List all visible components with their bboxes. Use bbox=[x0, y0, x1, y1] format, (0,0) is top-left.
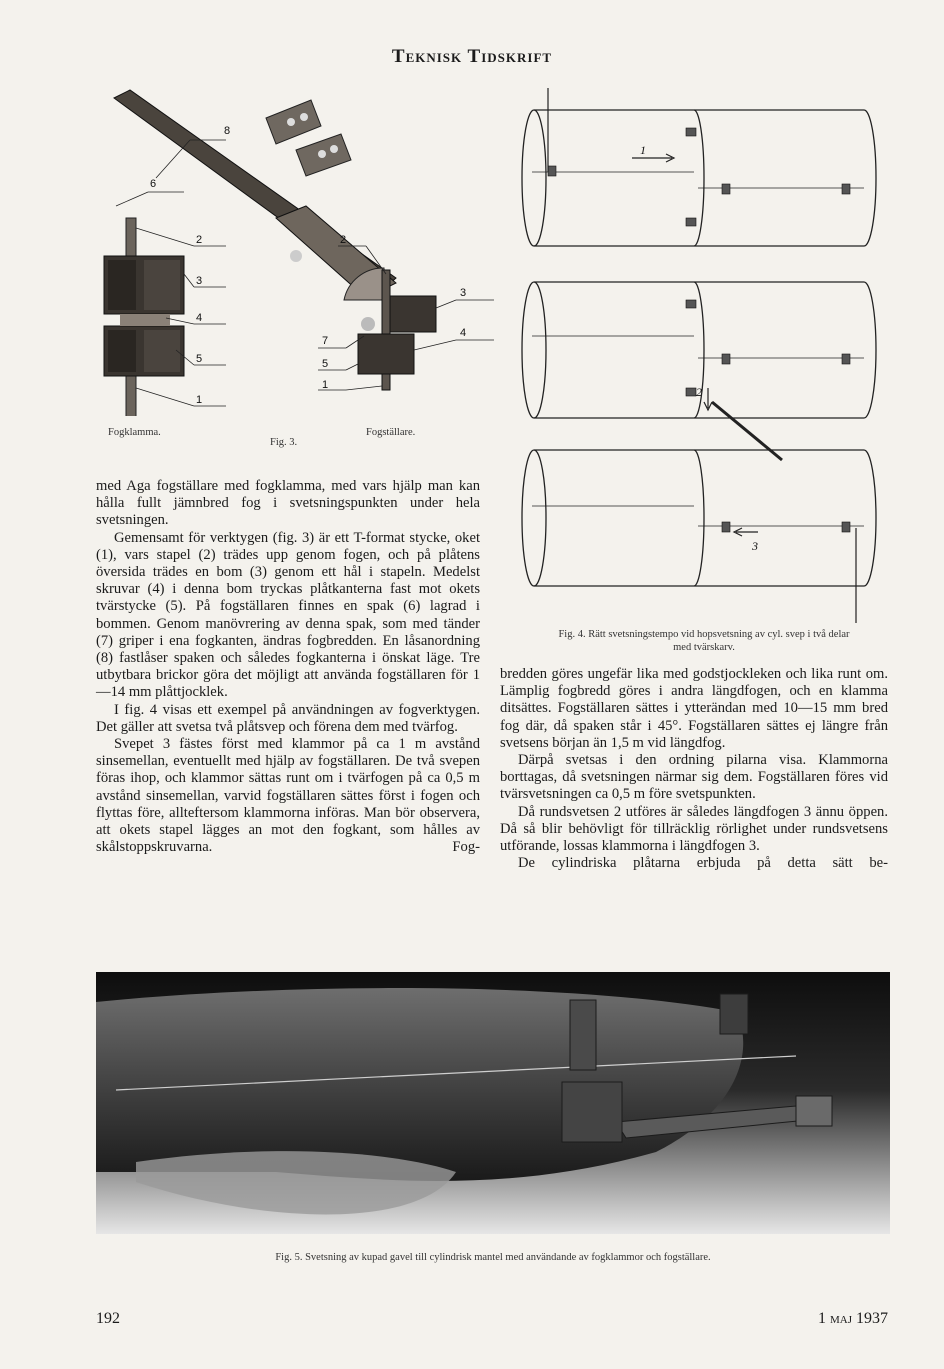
left-paragraph-3: I fig. 4 visas ett exempel på användningen av fogverktygen. Det gäller att svetsa två plåtsvep och förena dem med tvärfog. bbox=[96, 701, 480, 735]
fig3-caption-left: Fogklamma. bbox=[108, 427, 161, 438]
fig3-label-7: 7 bbox=[322, 335, 329, 347]
right-paragraph-4: De cylindriska plåtarna erbjuda på detta sätt be- bbox=[518, 855, 888, 872]
fig3-label-2-right: 2 bbox=[340, 234, 347, 246]
issue-date: 1 maj 1937 bbox=[817, 1310, 888, 1327]
fogklamma-drawing bbox=[104, 218, 184, 416]
fig4-caption bbox=[498, 628, 910, 654]
fig3-label-4-left: 4 bbox=[196, 312, 203, 324]
fig4-label-1: 1 bbox=[640, 143, 646, 157]
right-column bbox=[500, 666, 888, 872]
fig3-caption-center: Fig. 3. bbox=[270, 437, 298, 448]
left-paragraph-4: Svepet 3 fästes först med klammor på ca 1 m avstånd sinsemellan, eventuellt med hjälp av fogställaren. De två svepen föras ihop, och klammor sättas runt om i tvärfogen på ca 0,5 m avstånd sinsemellan, varvid fogställaren sättes först i fogen och flyttas före, allteftersom klammorna införas. Man bör observera, att okets stapel lägges an mot den fogkant, som hålles av skålstoppskruvarna. Fog- bbox=[96, 736, 480, 856]
left-column bbox=[96, 478, 480, 856]
page-number: 192 bbox=[96, 1310, 120, 1327]
fig4-label-2: 2 bbox=[696, 385, 702, 399]
left-paragraph-1: med Aga fogställare med fogklamma, med vars hjälp man kan hålla fullt jämnbred fog i svetsningspunkten under hela svetsningen. bbox=[96, 478, 480, 529]
fig3-label-1-left: 1 bbox=[196, 394, 203, 406]
figure-5-photograph bbox=[96, 972, 890, 1234]
right-paragraph-1: bredden göres ungefär lika med godstjockleken och lika runt om. Lämplig fogbredd göres i andra längdfogen, och en klamma ditsättes. Fogställaren sättes i ytterändan med 10—15 mm bred fog där, då spaken står i 45°. Fogställaren sättes ej längre från svetsens början än 1,5 m vid längdfog. bbox=[500, 666, 888, 751]
figure-4-illustration bbox=[512, 88, 896, 628]
fig3-label-8: 8 bbox=[224, 125, 231, 137]
left-paragraph-2: Gemensamt för verktygen (fig. 3) är ett T-format stycke, oket (1), vars stapel (2) trädes upp genom fogen, och på plåtens översida trädes en bom (3) genom ett hål i stapeln. Medelst skruvar (4) i denna bom tryckas plåtkanterna fast mot okets tvärstycke (5). På fogställaren finnes en spak (6) lagrad i bommen. Genom manövrering av denna spak, som med tänder (7) griper i ena fogkanten, ändras fogbredden. En låsanordning (8) fastlåser spaken och således fogkanterna i önskat läge. Tre utbytbara brickor göra det möjligt att använda fogställaren för 1—14 mm plåttjocklek. bbox=[96, 529, 480, 701]
fig3-label-3-right: 3 bbox=[460, 287, 467, 299]
fig4-caption-line2: med tvärskarv. bbox=[673, 642, 735, 653]
brickor-drawing bbox=[266, 100, 351, 176]
fig3-label-6: 6 bbox=[150, 178, 157, 190]
right-paragraph-3: Då rundsvetsen 2 utföres är således längdfogen 3 ännu öppen. Då så blir behövligt för tillräcklig rörlighet under rundsvetsens utförande, lossas klammorna i längdfogen 3. bbox=[500, 803, 888, 855]
fig3-label-1-right: 1 bbox=[322, 379, 329, 391]
fig4-caption-line1: Fig. 4. Rätt svetsningstempo vid hopsvetsning av cyl. svep i två delar bbox=[558, 629, 850, 640]
right-paragraph-2: Därpå svetsas i den ordning pilarna visa. Klammorna borttagas, då svetsningen närmar sig dem. Fogställaren föres vid tvärsvetsningen ca 0,5 m före svetspunkten. bbox=[500, 752, 888, 803]
fig4-label-3: 3 bbox=[752, 539, 758, 553]
fig3-caption-right: Fogställare. bbox=[366, 427, 416, 438]
fig5-caption: Fig. 5. Svetsning av kupad gavel till cylindrisk mantel med användande av fogklammor och fogställare. bbox=[275, 1252, 711, 1263]
fig3-label-3-left: 3 bbox=[196, 275, 203, 287]
fig3-label-5-left: 5 bbox=[196, 353, 203, 365]
fig3-label-5-right: 5 bbox=[322, 358, 329, 370]
fig3-label-2-left: 2 bbox=[196, 234, 203, 246]
fig3-label-4-right: 4 bbox=[460, 327, 467, 339]
figure-3-illustration bbox=[96, 88, 496, 416]
journal-title: Teknisk Tidskrift bbox=[391, 46, 553, 67]
